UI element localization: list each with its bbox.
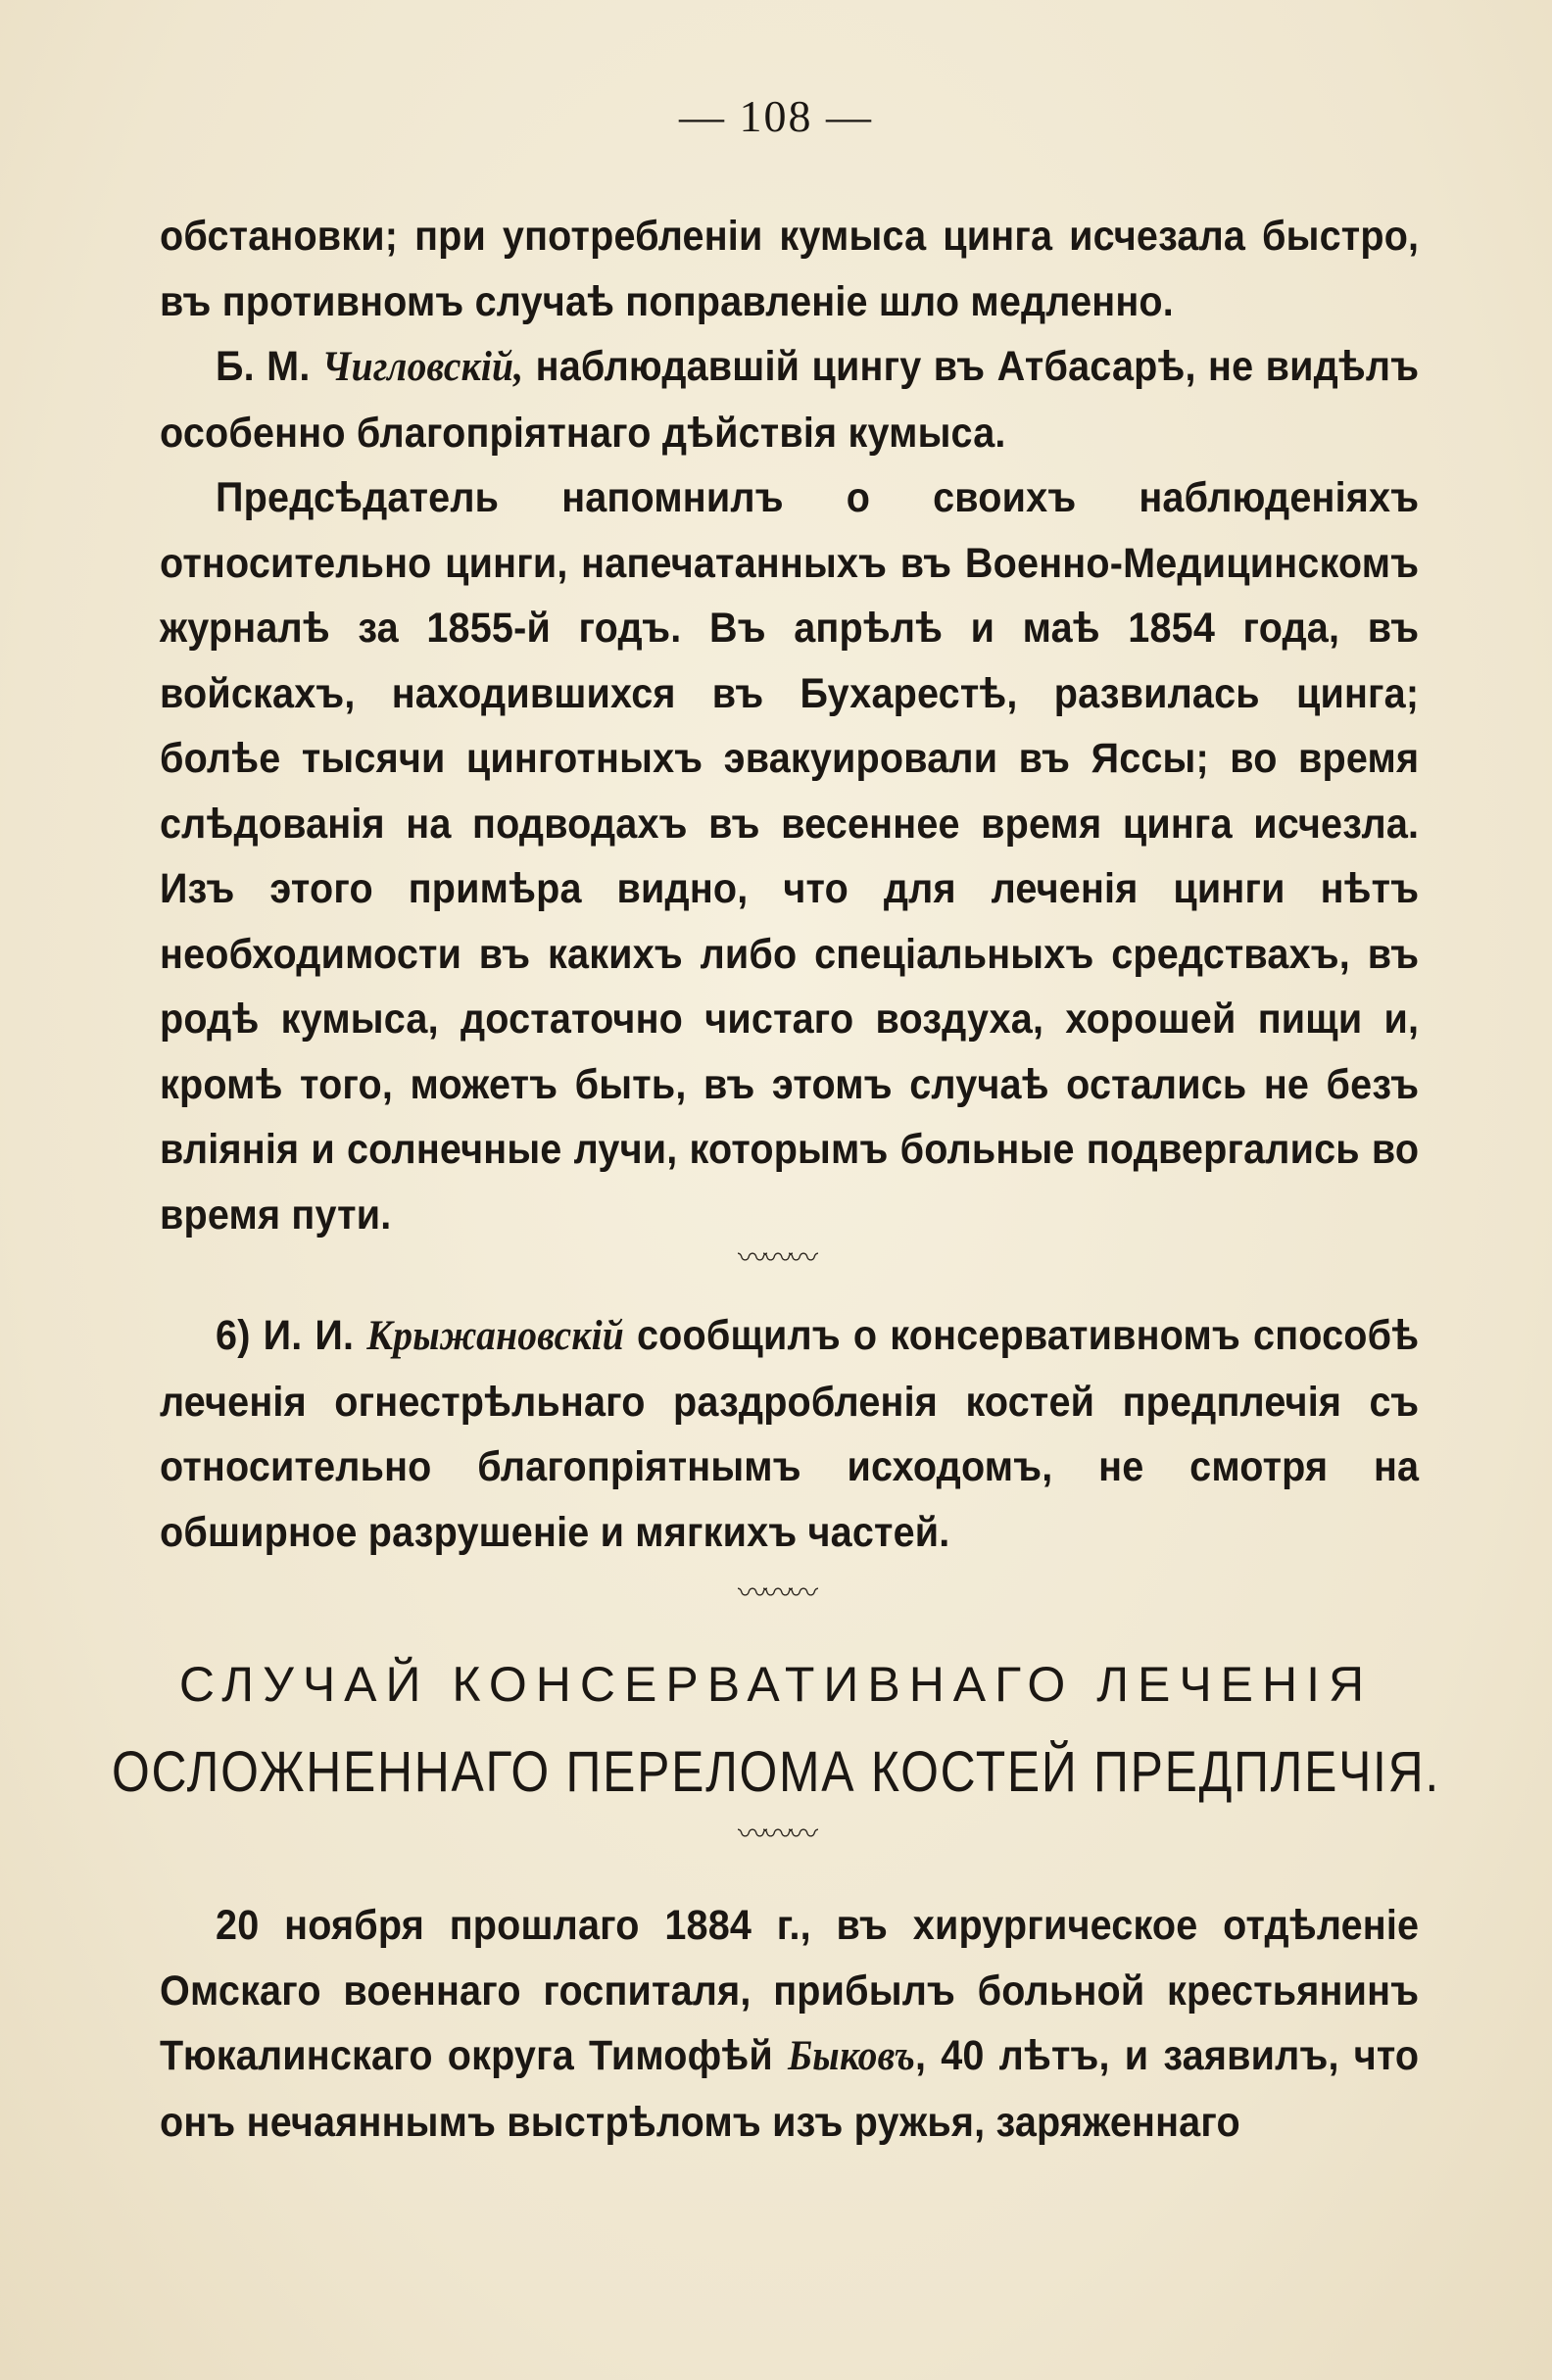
paragraph-case xyxy=(160,1893,1419,2155)
person-name: Крыжановскій xyxy=(366,1313,624,1359)
item-lead: 6) И. И. xyxy=(216,1312,355,1359)
article-heading-line2: ОСЛОЖНЕННАГО ПЕРЕЛОМА КОСТЕЙ ПРЕДПЛЕЧІЯ. xyxy=(112,1740,1440,1804)
paragraph-kumys-effect: обстановки; при употребленіи кумыса цинга исчезала быстро, въ противномъ случаѣ поправленіе шло медленно. xyxy=(160,213,1420,325)
article-heading-line1: СЛУЧАЙ КОНСЕРВАТИВНАГО ЛЕЧЕНІЯ xyxy=(178,1657,1374,1712)
section-divider: 〰〰〰 xyxy=(738,1242,814,1275)
paragraph-chiglovsky xyxy=(160,334,1419,465)
kryzhanovsky-report xyxy=(160,1303,1419,1565)
scurvy-discussion-text xyxy=(160,204,1419,1247)
case-report-text xyxy=(160,1893,1419,2155)
page-number: — 108 — xyxy=(679,91,873,141)
paragraph-text: 20 ноября прошлаго 1884 г., въ хирургическое отдѣленіе Омскаго военнаго госпиталя, прибылъ больной крестьянинъ Тюкалинскаго округа Тимофѣй xyxy=(160,1902,1420,2079)
paragraph-report xyxy=(160,1303,1419,1565)
section-divider: 〰〰〰 xyxy=(738,1819,814,1851)
person-name: Чигловскій, xyxy=(321,344,524,390)
initials: Б. М. xyxy=(216,343,311,390)
paragraph-text: сообщилъ о консервативномъ способѣ леченія огнестрѣльнаго раздробленія костей предплечія съ относительно благопріятнымъ исходомъ, не смотря на обширное разрушеніе и мягкихъ частей. xyxy=(160,1312,1420,1556)
paragraph-chairman: Предсѣдатель напомнилъ о своихъ наблюденіяхъ относительно цинги, напечатанныхъ въ Военно-Медицинскомъ журналѣ за 1855-й годъ. Въ апрѣлѣ и маѣ 1854 года, въ войскахъ, находившихся въ Бухарестѣ, развилась цинга; болѣе тысячи цинготныхъ эвакуировали въ Яссы; во время слѣдованія на подводахъ въ весеннее время цинга исчезла. Изъ этого примѣра видно, что для леченія цинги нѣтъ необходимости въ какихъ либо спеціальныхъ средствахъ, въ родѣ кумыса, достаточно чистаго воздуха, хорошей пищи и, кромѣ того, можетъ быть, въ этомъ случаѣ остались не безъ вліянія и солнечные лучи, которымъ больные подвергались во время пути. xyxy=(160,474,1420,1239)
person-name: Быковъ xyxy=(787,2033,916,2079)
paragraph-text: , 40 лѣтъ, и заявилъ, что онъ нечаяннымъ выстрѣломъ изъ ружья, заряженнаго xyxy=(160,2032,1420,2146)
paragraph-text: наблюдавшій цингу въ Атбасарѣ, не видѣлъ особенно благопріятнаго дѣйствія кумыса. xyxy=(160,343,1420,457)
section-divider: 〰〰〰 xyxy=(738,1578,814,1610)
